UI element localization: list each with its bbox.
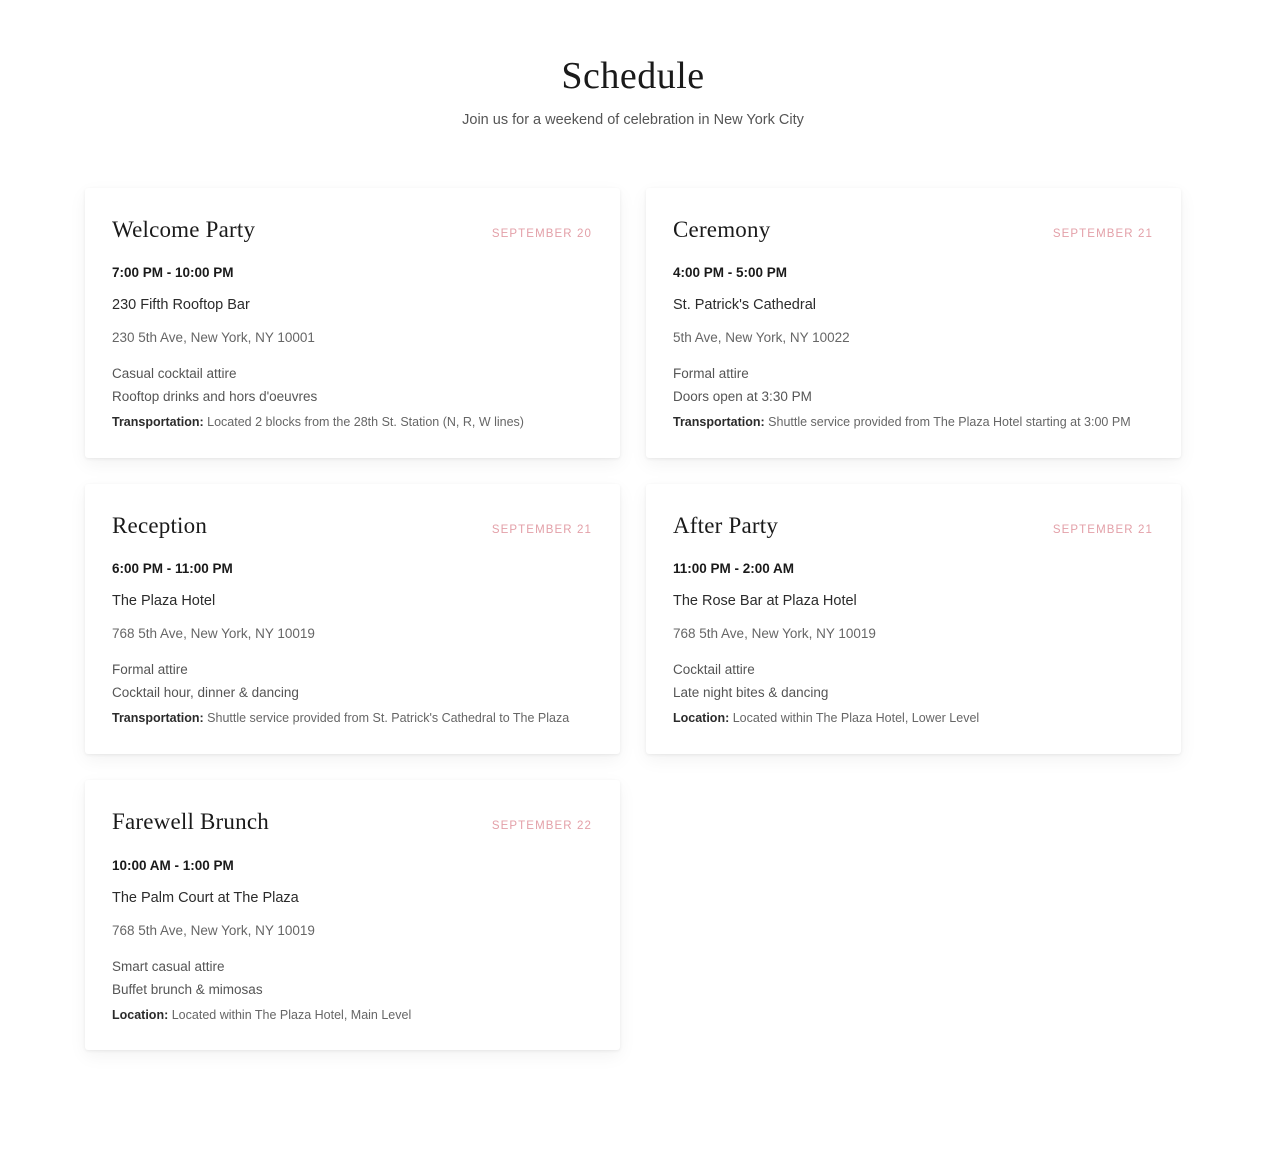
event-description: Rooftop drinks and hors d'oeuvres [112,389,318,405]
event-note [673,414,1153,432]
event-date: SEPTEMBER 20 [491,227,592,240]
event-card-header [112,808,592,836]
event-note-label: Transportation: [112,415,204,430]
event-address: 5th Ave, New York, NY 10022 [673,330,850,346]
event-venue: The Palm Court at The Plaza [112,889,299,906]
event-address: 768 5th Ave, New York, NY 10019 [112,922,315,938]
event-address: 768 5th Ave, New York, NY 10019 [673,626,876,642]
event-attire: Casual cocktail attire [112,366,237,382]
page-subtitle: Join us for a weekend of celebration in New York City [462,111,804,128]
event-note-label: Location: [673,711,730,726]
event-card [85,484,620,754]
event-description: Cocktail hour, dinner & dancing [112,685,299,701]
event-date: SEPTEMBER 22 [491,819,592,832]
event-name: Welcome Party [112,216,256,242]
event-time: 11:00 PM - 2:00 AM [673,561,795,577]
event-card [85,780,620,1050]
event-time: 6:00 PM - 11:00 PM [112,561,233,577]
event-name: Farewell Brunch [112,808,269,834]
event-card-header [112,512,592,540]
event-card [646,484,1181,754]
event-note [673,710,1153,728]
page-header [0,56,1266,128]
event-date: SEPTEMBER 21 [1052,227,1153,240]
event-time: 7:00 PM - 10:00 PM [112,265,234,281]
event-name: Ceremony [673,216,771,242]
event-note-text: Shuttle service provided from St. Patrick's Cathedral to The Plaza [207,711,570,726]
event-attire: Smart casual attire [112,958,225,974]
schedule-card-grid [0,188,1266,1050]
event-venue: The Rose Bar at Plaza Hotel [673,593,857,610]
event-description: Doors open at 3:30 PM [673,389,812,405]
event-note-text: Located within The Plaza Hotel, Lower Level [732,711,980,726]
event-note-text: Located within The Plaza Hotel, Main Level [171,1007,412,1022]
event-description: Late night bites & dancing [673,685,829,701]
event-card-header [112,216,592,244]
event-note-label: Location: [112,1007,169,1022]
event-note-label: Transportation: [112,711,204,726]
event-venue: The Plaza Hotel [112,593,216,610]
event-card-header [673,512,1153,540]
event-address: 230 5th Ave, New York, NY 10001 [112,330,315,346]
event-card [85,188,620,458]
event-note [112,710,592,728]
event-note-text: Located 2 blocks from the 28th St. Station (N, R, W lines) [207,415,524,430]
event-note-label: Transportation: [673,415,765,430]
event-time: 10:00 AM - 1:00 PM [112,857,234,873]
event-name: After Party [673,512,779,538]
event-venue: 230 Fifth Rooftop Bar [112,297,250,314]
event-time: 4:00 PM - 5:00 PM [673,265,788,281]
event-description: Buffet brunch & mimosas [112,981,263,997]
event-venue: St. Patrick's Cathedral [673,297,816,314]
event-attire: Formal attire [112,662,188,678]
event-attire: Cocktail attire [673,662,755,678]
event-address: 768 5th Ave, New York, NY 10019 [112,626,315,642]
event-date: SEPTEMBER 21 [1052,523,1153,536]
event-card [646,188,1181,458]
event-note [112,414,592,432]
event-card-header [673,216,1153,244]
event-note-text: Shuttle service provided from The Plaza Hotel starting at 3:00 PM [768,415,1131,430]
page-title: Schedule [561,55,705,97]
event-name: Reception [112,512,208,538]
event-note [112,1007,592,1025]
event-date: SEPTEMBER 21 [491,523,592,536]
event-attire: Formal attire [673,366,749,382]
